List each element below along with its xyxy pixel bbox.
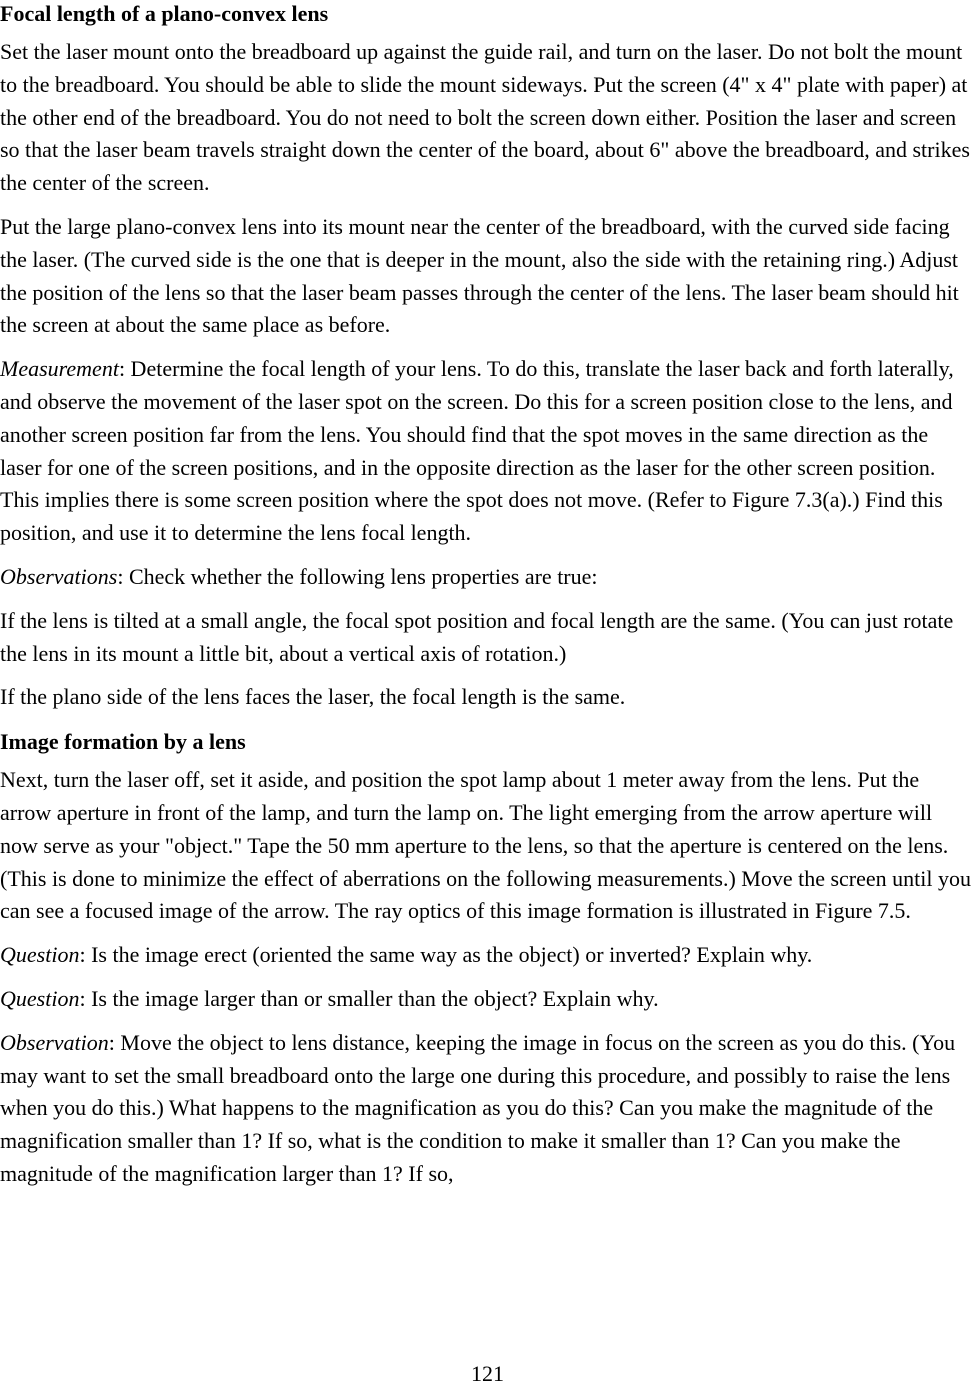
paragraph-plano-side: If the plano side of the lens faces the laser, the focal length is the same.	[0, 684, 626, 710]
question-label: Question	[0, 985, 80, 1011]
observation-text: : Move the object to lens distance, keeping the image in focus on the screen as you do this. (You may want to set the small breadboard onto the large one during this procedure, and possibly to raise the lens when you do this.) What happens to the magnification as you do this? Can you make the magnitude of the magnification smaller than 1? If so, what is the condition to make it smaller than 1? Can you make the magnitude of the magnification larger than 1? If so,	[0, 1029, 956, 1186]
measurement-text: : Determine the focal length of your lens. To do this, translate the laser back and forth laterally, and observe the movement of the laser spot on the screen. Do this for a screen position close to the lens, and another screen position far from the lens. You should find that the spot moves in the same direction as the laser for one of the screen positions, and in the opposite direction as the laser for the other screen position. This implies there is some screen position where the spot does not move. (Refer to Figure 7.3(a).) Find this position, and use it to determine the lens focal length.	[0, 356, 954, 546]
paragraph-question-erect	[0, 939, 975, 972]
paragraph-lens-placement: Put the large plano-convex lens into its mount near the center of the breadboard, with the curved side facing the laser. (The curved side is the one that is deeper in the mount, also the side with the retaining ring.) Adjust the position of the lens so that the laser beam passes through the center of the lens. The laser beam should hit the screen at about the same place as before.	[0, 213, 959, 338]
paragraph-spot-lamp: Next, turn the laser off, set it aside, and position the spot lamp about 1 meter away from the lens. Put the arrow aperture in front of the lamp, and turn the lamp on. The light emerging from the arrow aperture will now serve as your "object." Tape the 50 mm aperture to the lens, so that the aperture is centered on the lens. (This is done to minimize the effect of aberrations on the following measurements.) Move the screen until you can see a focused image of the arrow. The ray optics of this image formation is illustrated in Figure 7.5.	[0, 767, 971, 924]
observations-label: Observations	[0, 563, 118, 589]
paragraph-question-size	[0, 983, 975, 1016]
section-heading-focal-length: Focal length of a plano-convex lens	[0, 1, 329, 26]
page-number: 121	[471, 1361, 504, 1386]
section-heading-image-formation: Image formation by a lens	[0, 729, 246, 755]
question-text: : Is the image larger than or smaller than the object? Explain why.	[79, 985, 659, 1011]
paragraph-observation-magnification	[0, 1027, 975, 1191]
observations-text: : Check whether the following lens properties are true:	[117, 563, 598, 589]
paragraph-setup-laser: Set the laser mount onto the breadboard up against the guide rail, and turn on the laser. Do not bolt the mount to the breadboard. You should be able to slide the mount sideways. Put the screen (4" x 4" plate with paper) at the other end of the breadboard. You do not need to bolt the screen down either. Position the laser and screen so that the laser beam travels straight down the center of the board, about 6" above the breadboard, and strikes the center of the screen.	[0, 39, 970, 196]
paragraph-tilted-lens: If the lens is tilted at a small angle, the focal spot position and focal length are the same. (You can just rotate the lens in its mount a little bit, about a vertical axis of rotation.)	[0, 607, 954, 666]
question-label: Question	[0, 942, 80, 968]
paragraph-measurement	[0, 353, 975, 550]
paragraph-observations	[0, 561, 975, 594]
question-text: : Is the image erect (oriented the same way as the object) or inverted? Explain why.	[79, 942, 813, 968]
measurement-label: Measurement	[0, 356, 119, 382]
observation-label: Observation	[0, 1029, 109, 1055]
